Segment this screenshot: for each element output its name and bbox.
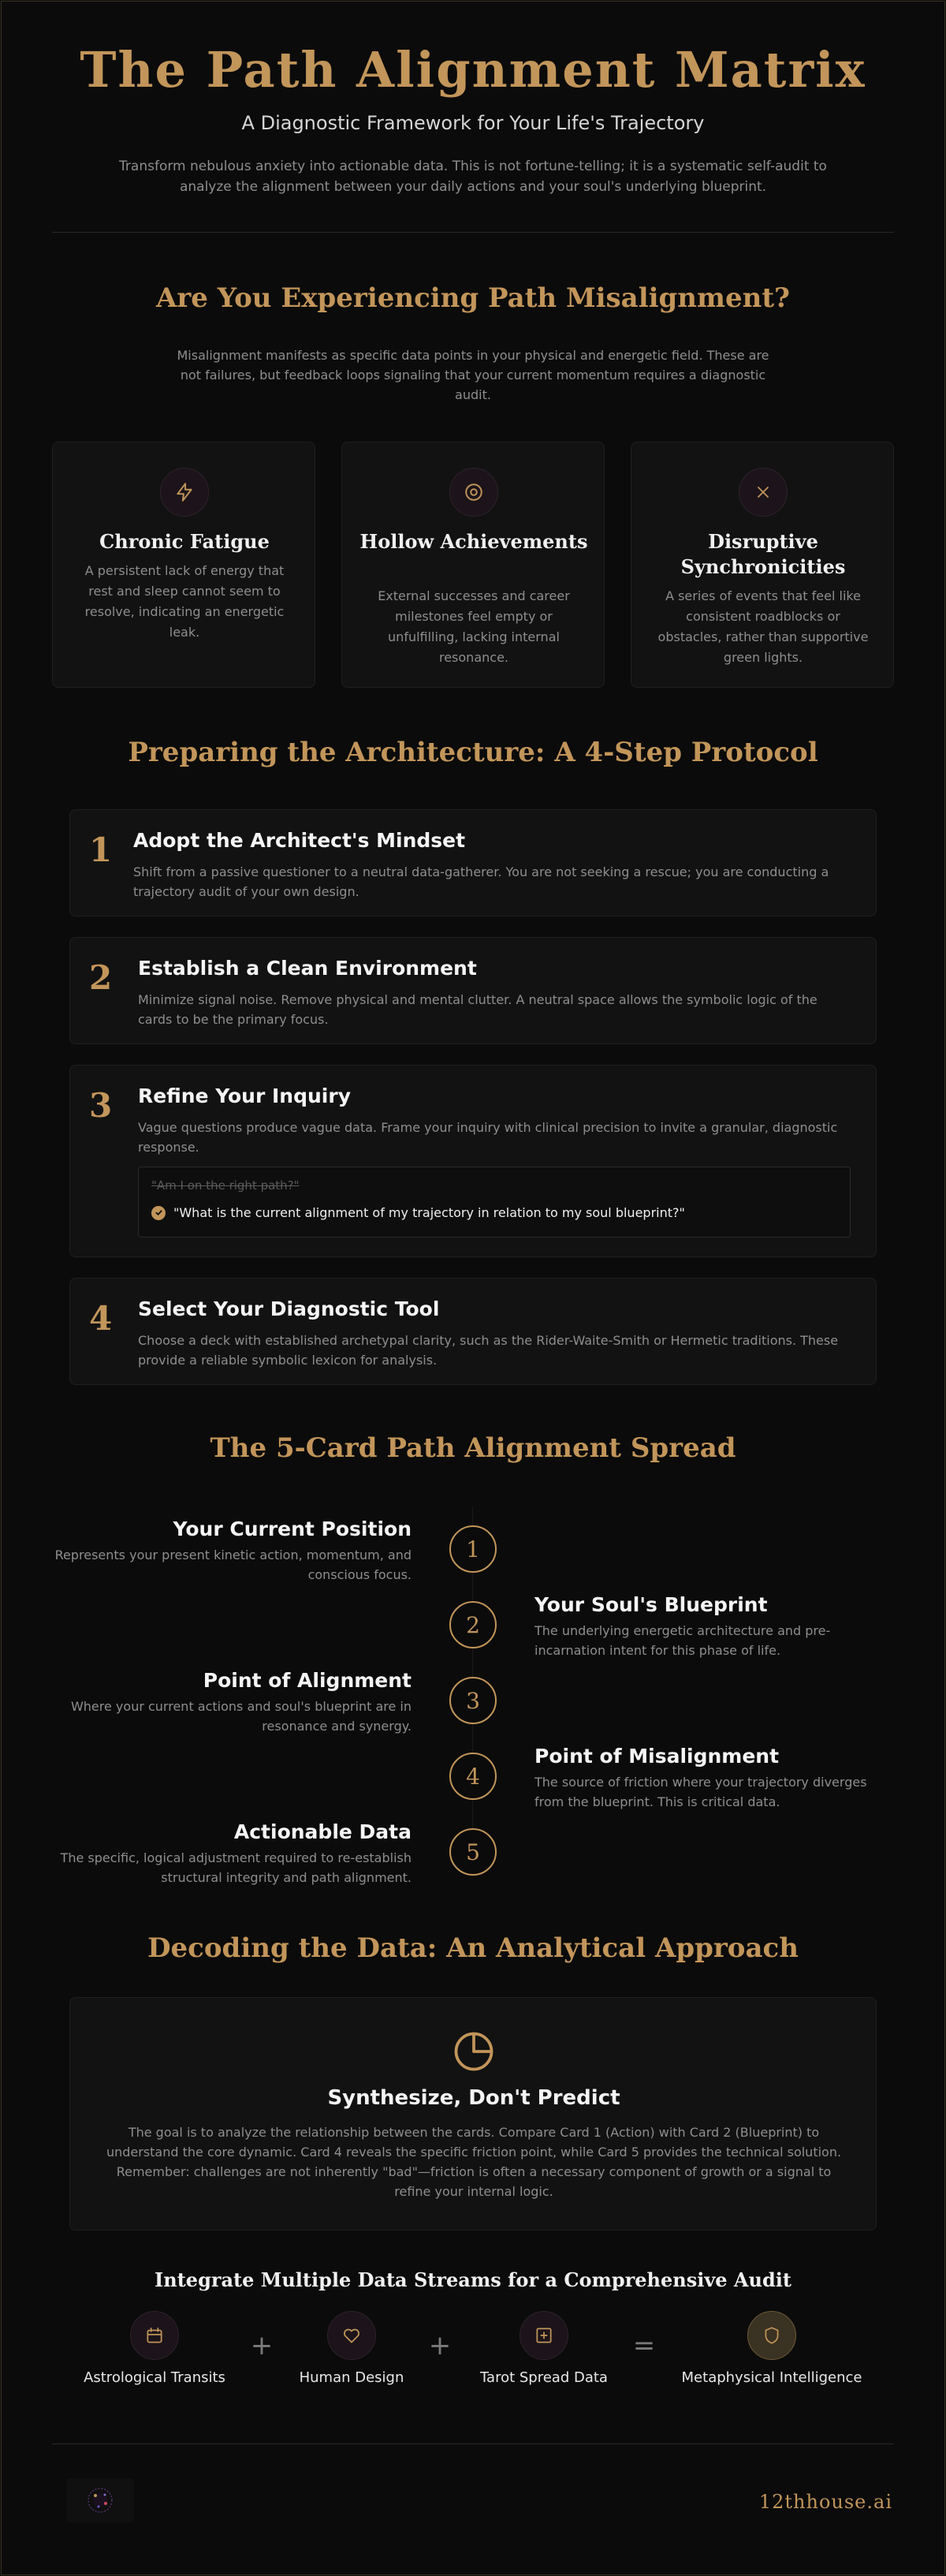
position-title: Your Soul's Blueprint (534, 1593, 768, 1616)
misalignment-lead: Misalignment manifests as specific data points in your physical and energetic field. These are not failures, but feedback loops signaling that your current momentum requires a diagnostic audit. (177, 348, 769, 402)
protocol-step (69, 809, 877, 917)
step-title: Refine Your Inquiry (138, 1085, 351, 1107)
step-title: Adopt the Architect's Mindset (133, 829, 466, 852)
x-icon (739, 468, 788, 517)
intro-text: Transform nebulous anxiety into actionable data. This is not fortune-telling; it is a systematic self-audit to analyze the alignment between your daily actions and your soul's underlying blueprint. (119, 159, 827, 195)
spread-position (534, 1593, 899, 1660)
footer-divider (52, 2443, 894, 2444)
plus-operator: + (250, 2330, 274, 2361)
streams-heading: Integrate Multiple Data Streams for a Comprehensive Audit (155, 2268, 791, 2291)
synthesis-text: The goal is to analyze the relationship between the cards. Compare Card 1 (Action) with Card 2 (Blueprint) to understand the core dynamic. Card 4 reveals the specific friction point, while Card 5 provides the technical solution. Remember: challenges are not inherently "bad"—friction is often a necessary component of growth or a signal to refine your internal logic. (106, 2125, 842, 2199)
step-text: Minimize signal noise. Remove physical and mental clutter. A neutral space allows the symbolic logic of the cards to be the primary focus. (138, 992, 818, 1027)
protocol-step (69, 1278, 877, 1385)
spread-position (534, 1745, 899, 1812)
target-icon (449, 468, 498, 517)
spread-heading: The 5-Card Path Alignment Spread (210, 1432, 736, 1464)
stream-label: Metaphysical Intelligence (681, 2369, 862, 2386)
symptom-title: Disruptive Synchronicities (680, 530, 846, 578)
protocol-heading: Preparing the Architecture: A 4-Step Protocol (128, 737, 818, 768)
step-text: Vague questions produce vague data. Frame your inquiry with clinical precision to invite a granular, diagnostic response. (138, 1120, 838, 1155)
synthesis-title: Synthesize, Don't Predict (327, 2086, 620, 2110)
symptom-card (341, 442, 605, 688)
pie-chart-icon (450, 2028, 497, 2078)
position-node: 1 (449, 1525, 497, 1573)
step-text: Shift from a passive questioner to a neutral data-gatherer. You are not seeking a rescue; you are conducting a trajectory audit of your own design. (133, 864, 829, 899)
position-text: The underlying energetic architecture and pre-incarnation intent for this phase of life. (534, 1623, 831, 1658)
protocol-step (69, 1065, 877, 1257)
calendar-icon (130, 2311, 179, 2360)
position-text: The specific, logical adjustment required to re-establish structural integrity and path alignment. (60, 1850, 412, 1885)
data-stream (257, 2311, 446, 2386)
symptom-card (631, 442, 894, 688)
synthesis-card (69, 1997, 877, 2231)
step-number: 1 (89, 831, 113, 869)
precise-question (151, 1205, 685, 1220)
symptom-title: Chronic Fatigue (99, 530, 270, 553)
plus-operator: + (428, 2330, 452, 2361)
spread-position (47, 1669, 412, 1736)
data-stream (60, 2311, 249, 2386)
page-subtitle: A Diagnostic Framework for Your Life's Trajectory (241, 112, 705, 134)
symptom-card (52, 442, 315, 688)
footer-site-link[interactable]: 12thhouse.ai (758, 2491, 892, 2513)
stream-label: Tarot Spread Data (480, 2369, 608, 2386)
data-stream (661, 2311, 883, 2386)
protocol-step (69, 937, 877, 1044)
stream-label: Astrological Transits (84, 2369, 225, 2386)
symptom-text: A series of events that feel like consistent roadblocks or obstacles, rather than supportive green lights. (657, 588, 869, 665)
position-node: 5 (449, 1828, 497, 1876)
equals-operator: = (632, 2330, 656, 2361)
divider (52, 232, 894, 233)
step-number: 4 (89, 1299, 113, 1338)
symptom-text: A persistent lack of energy that rest and sleep cannot seem to resolve, indicating an energetic leak. (84, 563, 285, 640)
decoding-heading: Decoding the Data: An Analytical Approach (147, 1932, 799, 1964)
inquiry-example (138, 1167, 851, 1238)
position-node: 2 (449, 1601, 497, 1648)
misalignment-heading: Are You Experiencing Path Misalignment? (156, 282, 790, 314)
position-text: Represents your present kinetic action, momentum, and conscious focus. (54, 1547, 412, 1582)
spread-position (47, 1820, 412, 1887)
symptom-title: Hollow Achievements (359, 530, 588, 553)
precise-question-text: "What is the current alignment of my trajectory in relation to my soul blueprint?" (173, 1205, 685, 1220)
position-node: 3 (449, 1677, 497, 1724)
step-title: Select Your Diagnostic Tool (138, 1297, 440, 1320)
position-title: Actionable Data (233, 1820, 412, 1843)
position-title: Your Current Position (173, 1518, 412, 1540)
data-stream (449, 2311, 639, 2386)
lightning-icon (160, 468, 209, 517)
check-icon (151, 1206, 166, 1220)
plus-square-icon (520, 2311, 568, 2360)
position-text: The source of friction where your trajectory diverges from the blueprint. This is critical data. (534, 1775, 867, 1809)
brand-logo-icon[interactable] (66, 2478, 134, 2522)
spread-position (47, 1518, 412, 1585)
heart-icon (327, 2311, 376, 2360)
step-number: 3 (89, 1086, 113, 1125)
page-title: The Path Alignment Matrix (80, 41, 866, 99)
position-title: Point of Misalignment (534, 1745, 780, 1768)
position-text: Where your current actions and soul's blueprint are in resonance and synergy. (70, 1699, 412, 1734)
shield-icon (747, 2311, 796, 2360)
position-node: 4 (449, 1753, 497, 1800)
stream-label: Human Design (299, 2369, 404, 2386)
position-title: Point of Alignment (203, 1669, 412, 1692)
step-title: Establish a Clean Environment (138, 957, 477, 980)
vague-question: "Am I on the right path?" (151, 1178, 300, 1193)
step-text: Choose a deck with established archetypal clarity, such as the Rider-Waite-Smith or Hermetic traditions. These provide a reliable symbolic lexicon for analysis. (138, 1333, 839, 1368)
step-number: 2 (89, 958, 113, 997)
symptom-text: External successes and career milestones feel empty or unfulfilling, lacking internal resonance. (378, 588, 570, 665)
